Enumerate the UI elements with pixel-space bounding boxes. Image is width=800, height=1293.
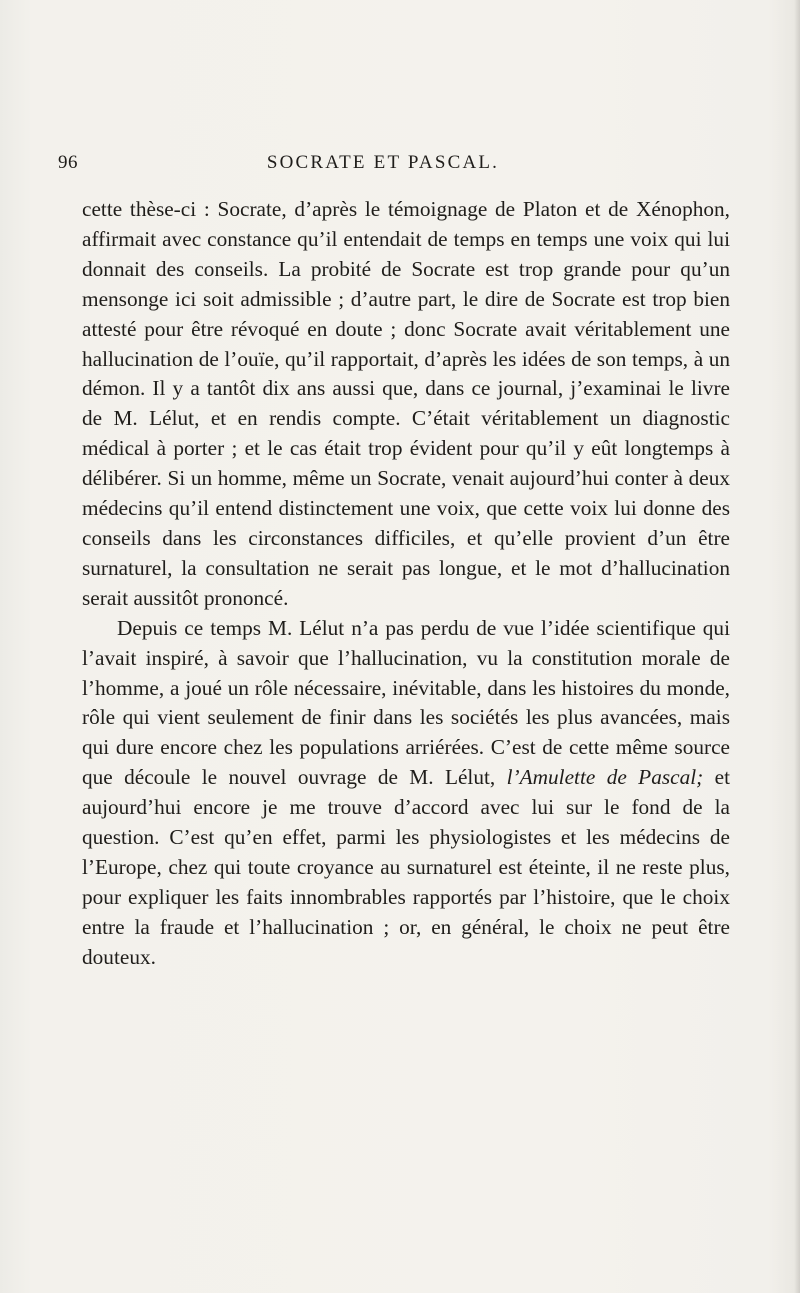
- page-number: 96: [58, 152, 78, 173]
- paragraph-1: cette thèse-ci : Socrate, d’après le témoignage de Platon et de Xénophon, affirmait avec constance qu’il entendait de temps en temps une voix qui lui donnait des conseils. La probité de Socrate est trop grande pour qu’un mensonge ici soit admissible ; d’autre part, le dire de Socrate est trop bien attesté pour être révoqué en doute ; donc Socrate avait véritablement une hallucination de l’ouïe, qu’il rapportait, d’après les idées de son temps, à un démon. Il y a tantôt dix ans aussi que, dans ce journal, j’examinai le livre de M. Lélut, et en rendis compte. C’était véritablement un diagnostic médical à porter ; et le cas était trop évident pour qu’il y eût longtemps à délibérer. Si un homme, même un Socrate, venait aujourd’hui conter à deux médecins qu’il entend distinctement une voix, que cette voix lui donne des conseils dans les circonstances difficiles, et qu’elle provient d’un être surnaturel, la consultation ne serait pas longue, et le mot d’hallucination serait aussitôt prononcé.: [82, 197, 730, 610]
- page-edge-shadow: [794, 0, 800, 1293]
- page-header: [58, 152, 718, 182]
- book-title-italic: l’Amulette de Pascal;: [506, 765, 704, 790]
- running-title: SOCRATE ET PASCAL.: [266, 152, 500, 173]
- body-text: [82, 195, 730, 973]
- paragraph-2-part-2: et aujourd’hui encore je me trouve d’accord avec lui sur le fond de la question. C’est qu’en effet, parmi les physiologistes et les médecins de l’Europe, chez qui toute croyance au surnaturel est éteinte, il ne reste plus, pour expliquer les faits innombrables rapportés par l’histoire, que le choix entre la fraude et l’hallucination ; or, en général, le choix ne peut être douteux.: [82, 765, 731, 969]
- paragraph-2: [82, 614, 730, 973]
- paragraph-2-part-1: Depuis ce temps M. Lélut n’a pas perdu de vue l’idée scientifique qui l’avait inspiré, à savoir que l’hallucination, vu la constitution morale de l’homme, a joué un rôle nécessaire, inévitable, dans les histoires du monde, rôle qui vient seulement de finir dans les sociétés les plus avancées, mais qui dure encore chez les populations arriérées. C’est de cette même source que découle le nouvel ouvrage de M. Lélut,: [82, 615, 730, 790]
